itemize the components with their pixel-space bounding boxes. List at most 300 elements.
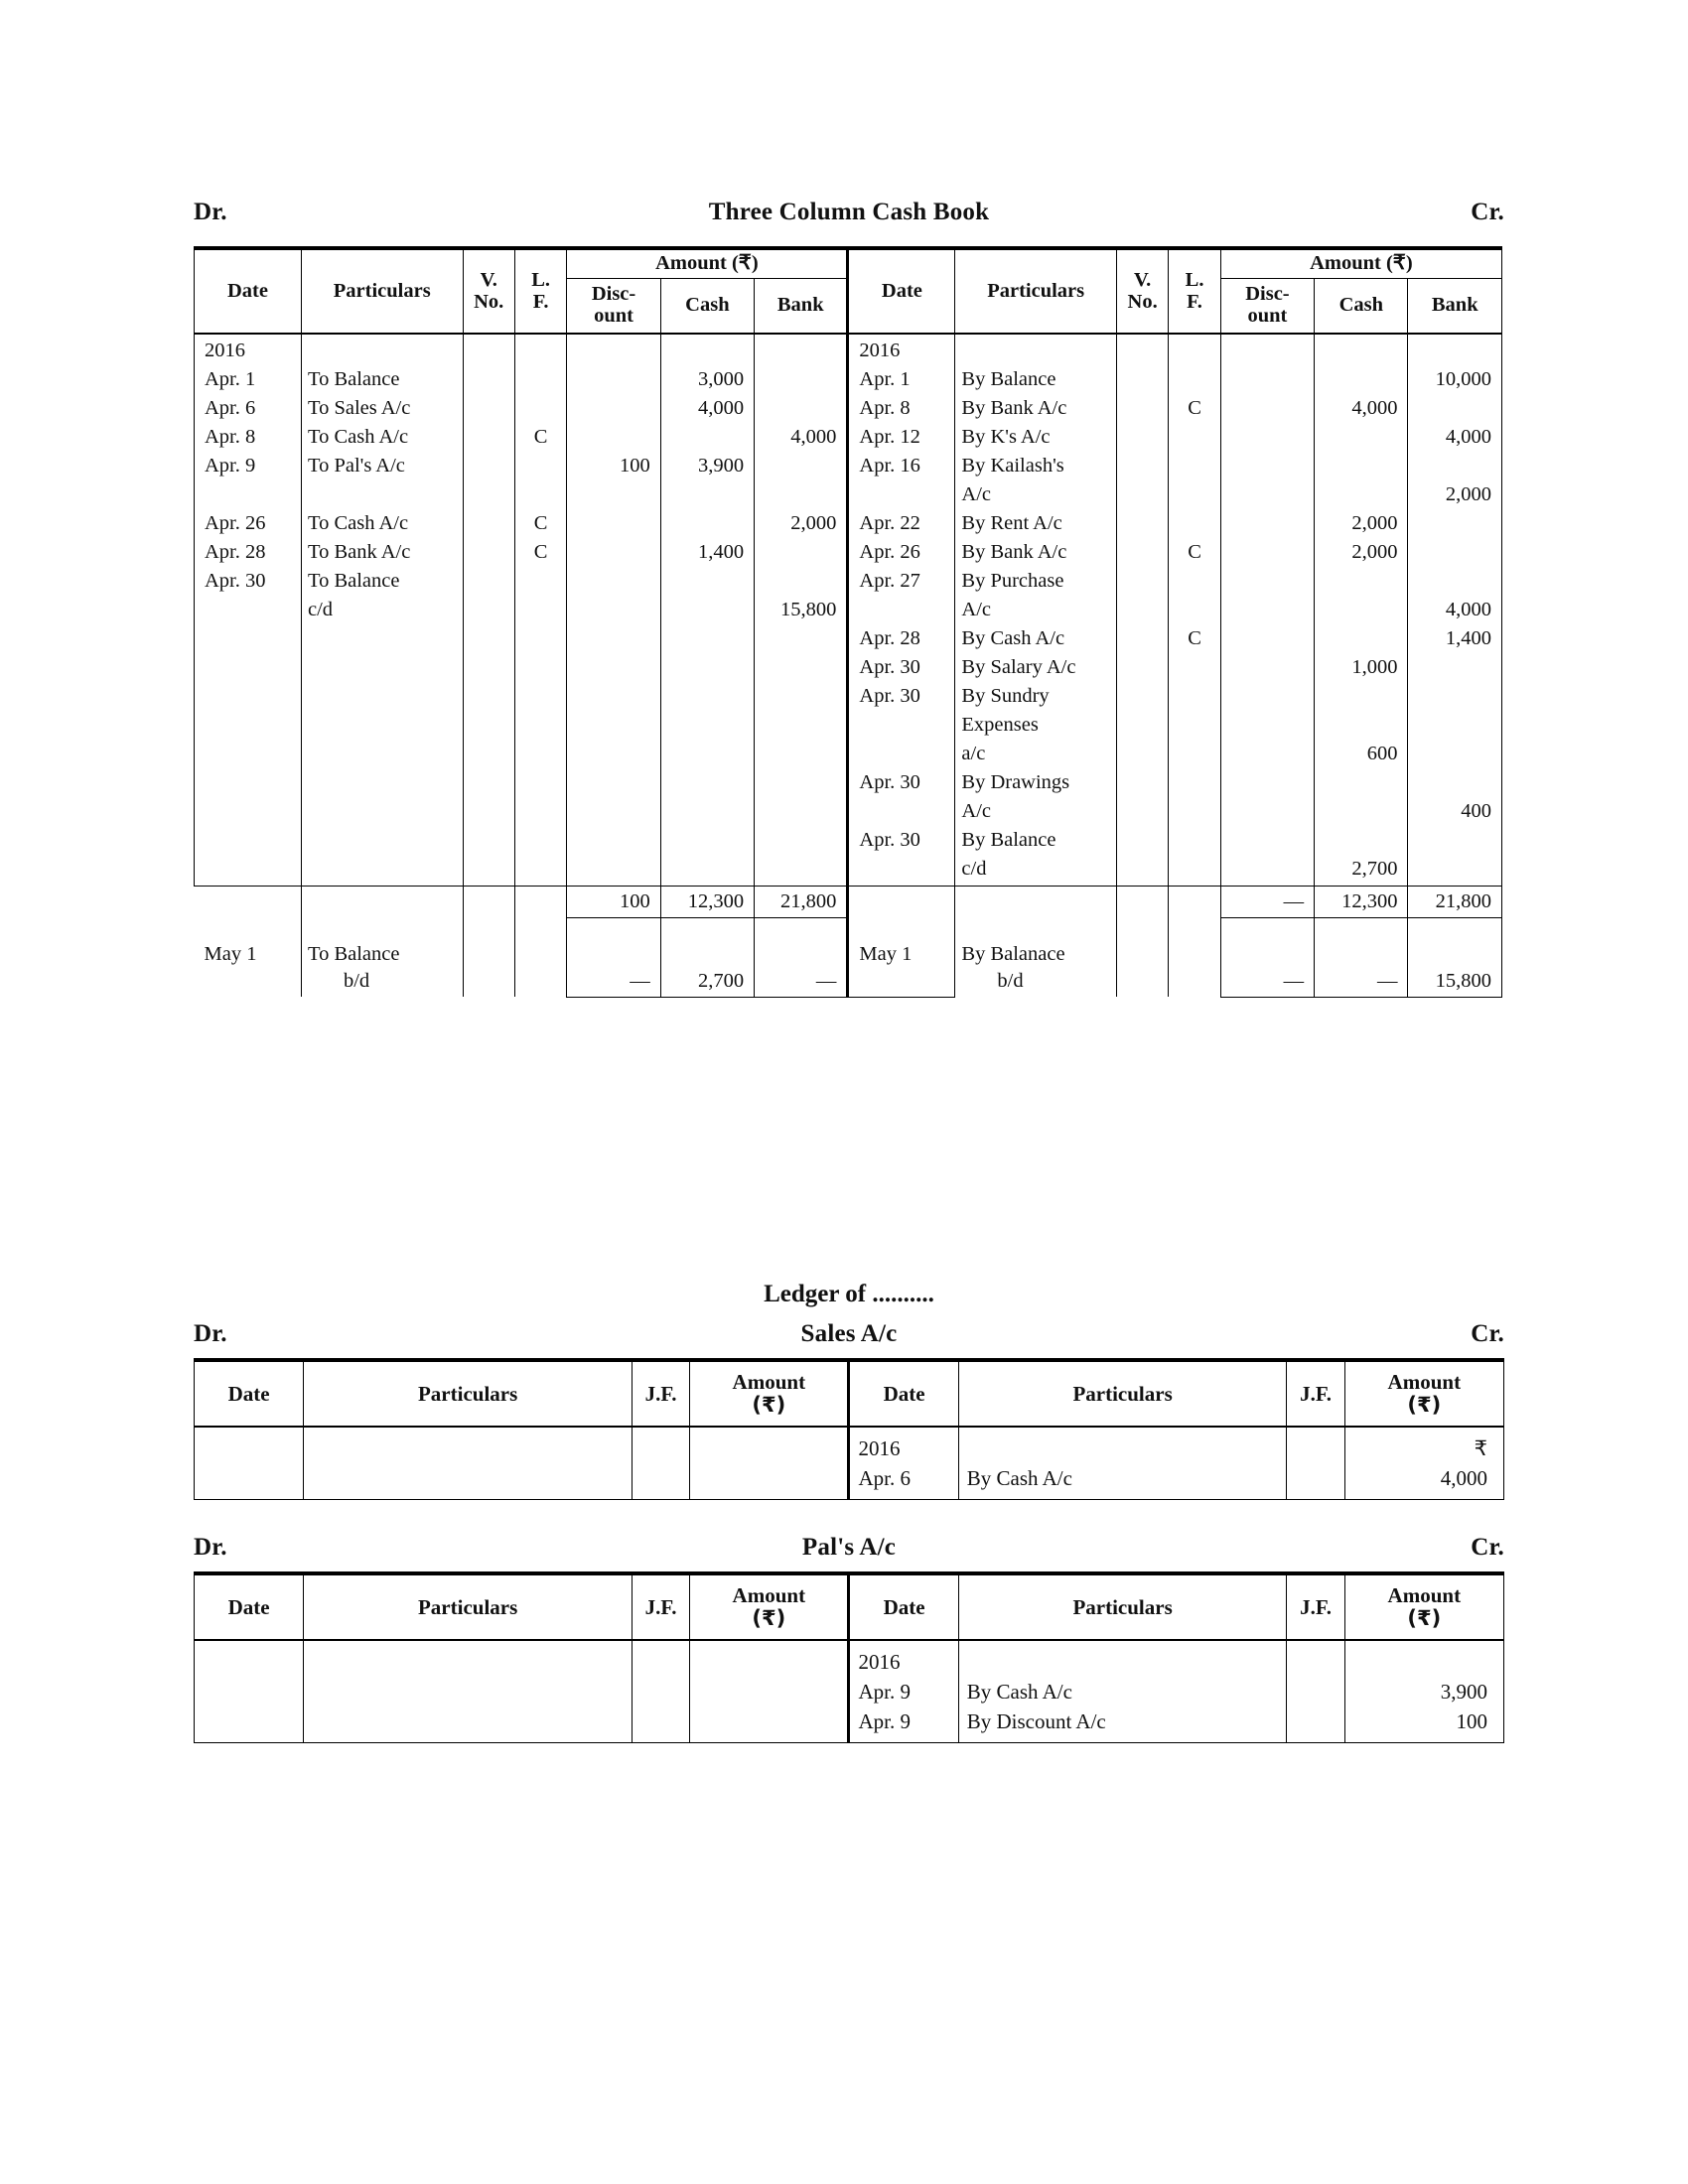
cash-book-line <box>1123 538 1162 567</box>
cash-book-line <box>1321 567 1397 596</box>
cash-book-line <box>1175 337 1213 365</box>
cash-book-line <box>1123 624 1162 653</box>
cash-book-line: Apr. 30 <box>859 656 920 679</box>
cash-book-line: 100 <box>619 455 650 478</box>
cash-book-line <box>1414 509 1491 538</box>
ledger-body <box>195 1427 1504 1500</box>
cash-book-line: To Cash A/c <box>307 426 409 449</box>
ledger-line <box>698 1647 831 1677</box>
cash-book-line <box>1123 682 1162 711</box>
th-ledger-particulars-dr: Particulars <box>304 1360 633 1427</box>
ledger-line <box>312 1647 624 1677</box>
tot-dr-cash: 12,300 <box>660 887 754 918</box>
cash-book-line <box>1227 740 1304 768</box>
th-vno-cr-l2: No. <box>1127 290 1158 313</box>
dr-discount-list <box>567 335 659 886</box>
cash-book-line <box>667 480 744 509</box>
cash-book-line <box>573 826 649 855</box>
cash-book-line <box>470 682 508 711</box>
cash-book-line <box>667 423 744 452</box>
cash-book-line: 2,000 <box>1445 483 1491 506</box>
cash-book-line <box>1227 509 1304 538</box>
cash-book-line <box>1175 855 1213 884</box>
ledger-account-heading <box>194 1320 1504 1348</box>
cash-book-line <box>761 768 836 797</box>
dr-bank-list <box>755 335 846 886</box>
cash-book-line: Apr. 30 <box>205 570 266 593</box>
dr-cash-list <box>661 335 754 886</box>
cr-particulars-col <box>955 334 1117 887</box>
th-amount-dr: Amount (₹) <box>567 248 848 278</box>
ledger-dr-particulars-content <box>304 1641 632 1712</box>
ledger-dr-date-content <box>195 1641 303 1712</box>
cash-book-line <box>308 768 457 797</box>
cash-book-line <box>1123 509 1162 538</box>
cash-book-line: To Cash A/c <box>307 512 409 535</box>
cash-book-dr-label: Dr. <box>194 199 227 225</box>
cf-dr-date: May 1 <box>195 917 302 997</box>
cr-date-list <box>849 335 954 886</box>
cash-book-line: Apr. 26 <box>205 512 266 535</box>
th-discount-dr-l2: ount <box>594 304 633 327</box>
ledger-cr-amount-content <box>1345 1428 1503 1499</box>
tot-cr-lf <box>1169 887 1220 918</box>
ledger-cr-label: Cr. <box>1471 1320 1504 1347</box>
ledger-line <box>1353 1647 1487 1677</box>
cash-book-line <box>521 653 560 682</box>
tot-cr-bank: 21,800 <box>1408 887 1502 918</box>
cash-book-line: 4,000 <box>1351 397 1398 420</box>
cash-book-line <box>761 711 836 740</box>
cash-book-line: By Drawings <box>961 771 1070 794</box>
dr-date-list <box>195 335 301 886</box>
cash-book-line: 2,000 <box>790 512 837 535</box>
th-ledger-amount-cr-l2: (₹) <box>1407 1606 1442 1631</box>
cash-book-line <box>521 768 560 797</box>
cash-book-line: Apr. 9 <box>205 455 256 478</box>
dr-particulars-list <box>302 335 463 886</box>
ledger-line <box>203 1463 295 1493</box>
cash-book-line: 4,000 <box>1445 426 1491 449</box>
th-ledger-date-dr: Date <box>195 1573 304 1640</box>
dr-bank-col <box>755 334 848 887</box>
cash-book-line <box>667 567 744 596</box>
cash-book-line <box>521 567 560 596</box>
cash-book-line <box>667 337 744 365</box>
th-ledger-amount-dr-l1: Amount <box>732 1370 806 1394</box>
cash-book-line: Apr. 30 <box>859 771 920 794</box>
cash-book-line: Apr. 26 <box>859 541 920 564</box>
cash-book-line: 3,900 <box>697 455 745 478</box>
ledger-cr-jf-content <box>1287 1428 1343 1499</box>
ledger-dr-particulars-content <box>304 1428 632 1499</box>
cash-book-line <box>521 797 560 826</box>
cash-book-line <box>573 624 649 653</box>
cash-book-line: 2016 <box>859 340 901 362</box>
cash-book-line <box>1414 768 1491 797</box>
th-lf-dr-l2: F. <box>532 290 549 313</box>
cf-cr-vno <box>1116 917 1168 997</box>
cash-book-line <box>1123 768 1162 797</box>
cash-book-line <box>1175 452 1213 480</box>
cr-lf-col <box>1169 334 1220 887</box>
cash-book-line <box>1123 480 1162 509</box>
ledger-dr-amount-content <box>690 1641 847 1712</box>
ledger-cr-date-content <box>850 1428 957 1499</box>
cash-book-line <box>1414 337 1491 365</box>
cash-book-line: 2,700 <box>1351 858 1398 881</box>
cash-book-line <box>470 711 508 740</box>
cash-book-body <box>195 334 1502 997</box>
th-ledger-amount-cr-l1: Amount <box>1387 1583 1462 1608</box>
tot-cr-cash: 12,300 <box>1315 887 1408 918</box>
cash-book-line: By Kailash's <box>961 455 1064 478</box>
cash-book-line <box>573 768 649 797</box>
cash-book-line <box>573 337 649 365</box>
dr-vno-list <box>464 335 514 886</box>
cr-vno-list <box>1117 335 1168 886</box>
ledger-line: Apr. 9 <box>858 1709 911 1734</box>
tot-cr-part <box>955 887 1117 918</box>
cash-book-line <box>761 653 836 682</box>
th-ledger-particulars-cr: Particulars <box>958 1573 1287 1640</box>
cash-book-line <box>205 480 295 509</box>
ledger-line <box>1295 1647 1336 1677</box>
ledger-line <box>698 1433 831 1463</box>
cr-date-col <box>848 334 955 887</box>
th-discount-dr <box>567 278 660 334</box>
ledger-cr-jf-content <box>1287 1641 1343 1742</box>
cash-book-line <box>205 596 295 624</box>
ledger-accounts-container <box>194 1320 1504 1743</box>
cash-book-line <box>573 394 649 423</box>
ledger-line <box>1295 1677 1336 1706</box>
ledger-cr-amount-content <box>1345 1641 1503 1742</box>
cash-book-line: By Purchase <box>961 570 1064 593</box>
th-bank-dr: Bank <box>755 278 848 334</box>
cf-cr-date: May 1 <box>848 917 955 997</box>
cash-book-line <box>1321 797 1397 826</box>
cash-book-line <box>205 653 295 682</box>
th-lf-cr <box>1169 248 1220 334</box>
ledger-line: 2016 <box>858 1650 901 1675</box>
th-ledger-amount-dr-l2: (₹) <box>752 1606 786 1631</box>
cash-book-line <box>667 509 744 538</box>
tot-cr-date <box>848 887 955 918</box>
cash-book-line <box>470 596 508 624</box>
th-discount-cr <box>1220 278 1314 334</box>
cash-book-line: C <box>1188 397 1201 420</box>
ledger-line <box>312 1463 624 1493</box>
cash-book-line <box>205 768 295 797</box>
ledger-cr-particulars <box>958 1640 1287 1743</box>
cash-book-line <box>1414 567 1491 596</box>
cf-cr-part <box>955 917 1117 997</box>
ledger-body <box>195 1640 1504 1743</box>
th-cash-cr: Cash <box>1315 278 1408 334</box>
cash-book-line <box>308 740 457 768</box>
cash-book-entries-row <box>195 334 1502 887</box>
cash-book-line <box>1321 711 1397 740</box>
cash-book-line <box>573 797 649 826</box>
cash-book-line <box>1123 596 1162 624</box>
cash-book-line <box>470 624 508 653</box>
cash-book-line: By Balance <box>961 368 1056 391</box>
cash-book-line <box>521 480 560 509</box>
th-ledger-amount-dr <box>690 1360 849 1427</box>
cash-book-line <box>859 480 948 509</box>
cash-book-line: To Bank A/c <box>307 541 411 564</box>
cash-book-line <box>1227 596 1304 624</box>
cash-book-line <box>761 538 836 567</box>
cash-book-line <box>761 567 836 596</box>
cash-book-line <box>667 653 744 682</box>
ledger-table <box>194 1358 1504 1500</box>
ledger-cr-label: Cr. <box>1471 1534 1504 1562</box>
cash-book-line <box>521 711 560 740</box>
cash-book-line: Apr. 30 <box>859 829 920 852</box>
cash-book-line: c/d <box>307 599 334 621</box>
cash-book-line <box>1123 826 1162 855</box>
cash-book-line: 15,800 <box>780 599 837 621</box>
cash-book-line <box>470 480 508 509</box>
cash-book-line <box>1123 567 1162 596</box>
cash-book-line <box>1321 768 1397 797</box>
tot-dr-vno <box>463 887 514 918</box>
cash-book-line <box>667 624 744 653</box>
th-ledger-amount-dr <box>690 1573 849 1640</box>
ledger-line: 2016 <box>858 1436 901 1461</box>
cash-book-line <box>1123 855 1162 884</box>
cash-book-line: To Pal's A/c <box>307 455 405 478</box>
ledger-cr-amount <box>1344 1427 1503 1500</box>
ledger-line <box>640 1433 681 1463</box>
cash-book-line <box>573 855 649 884</box>
cash-book-line <box>1123 711 1162 740</box>
th-vno-dr <box>463 248 514 334</box>
cash-book-title: Three Column Cash Book <box>708 199 990 225</box>
ledger-dr-amount <box>690 1427 849 1500</box>
cash-book-line <box>205 624 295 653</box>
cash-book-line <box>1175 509 1213 538</box>
cash-book-line <box>573 480 649 509</box>
cash-book-line: 1,400 <box>697 541 745 564</box>
cash-book-line <box>859 596 948 624</box>
ledger-dr-particulars <box>304 1640 633 1743</box>
cf-cr-cash: — <box>1315 917 1408 997</box>
cash-book-line: 4,000 <box>1445 599 1491 621</box>
cash-book-line <box>308 653 457 682</box>
th-ledger-particulars-dr: Particulars <box>304 1573 633 1640</box>
cash-book-line: Apr. 22 <box>859 512 920 535</box>
cash-book-line <box>1414 855 1491 884</box>
ledger-line: By Discount A/c <box>966 1709 1106 1734</box>
cash-book-line <box>1175 596 1213 624</box>
cash-book-line: By Bank A/c <box>961 541 1067 564</box>
cash-book-line <box>205 826 295 855</box>
cash-book-line <box>521 682 560 711</box>
ledger-line <box>1295 1433 1336 1463</box>
ledger-line <box>1295 1463 1336 1493</box>
cash-book-line: 1,400 <box>1445 627 1491 650</box>
cf-dr-vno <box>463 917 514 997</box>
cash-book-line <box>859 740 948 768</box>
dr-lf-col <box>514 334 566 887</box>
cash-book-line <box>1123 740 1162 768</box>
cash-book-line <box>573 509 649 538</box>
cash-book-line <box>1123 423 1162 452</box>
cash-book-line <box>470 538 508 567</box>
th-vno-dr-l2: No. <box>474 290 504 313</box>
cash-book-line <box>470 797 508 826</box>
ledger-header <box>195 1573 1504 1640</box>
cash-book-line <box>1321 624 1397 653</box>
cash-book-line <box>521 394 560 423</box>
ledger-line: 3,900 <box>1440 1680 1487 1705</box>
cash-book-line <box>1321 365 1397 394</box>
cash-book-line <box>1175 365 1213 394</box>
cash-book-line: By Rent A/c <box>961 512 1062 535</box>
cash-book-line <box>470 768 508 797</box>
cash-book-line: 1,000 <box>1351 656 1398 679</box>
cash-book-line: C <box>1188 627 1201 650</box>
cash-book-line <box>1175 826 1213 855</box>
cash-book-line <box>205 740 295 768</box>
cash-book-line <box>470 653 508 682</box>
cash-book-line <box>1414 740 1491 768</box>
ledger-cr-amount <box>1344 1640 1503 1743</box>
ledger-dr-date-content <box>195 1428 303 1499</box>
ledger-row <box>195 1640 1504 1743</box>
cash-book-line <box>1123 797 1162 826</box>
cr-cash-list <box>1315 335 1407 886</box>
cash-book-line <box>573 711 649 740</box>
cash-book-line <box>308 480 457 509</box>
ledger-line: Apr. 9 <box>858 1680 911 1705</box>
cash-book-line <box>1414 538 1491 567</box>
cash-book-line <box>470 855 508 884</box>
ledger-line <box>203 1433 295 1463</box>
cash-book-line <box>761 855 836 884</box>
ledger-cr-particulars <box>958 1427 1287 1500</box>
cash-book-line: Apr. 28 <box>859 627 920 650</box>
cash-book-line <box>1227 365 1304 394</box>
cash-book-line: By Cash A/c <box>961 627 1065 650</box>
th-particulars-cr: Particulars <box>955 248 1117 334</box>
cash-book-line <box>521 452 560 480</box>
cash-book-line <box>470 394 508 423</box>
th-ledger-particulars-cr: Particulars <box>958 1360 1287 1427</box>
ledger-cr-particulars-content <box>959 1428 1287 1499</box>
cash-book-line: A/c <box>961 483 992 506</box>
cash-book-line <box>470 826 508 855</box>
cash-book-line <box>1321 596 1397 624</box>
th-amount-cr: Amount (₹) <box>1220 248 1501 278</box>
ledger-cr-jf <box>1287 1640 1344 1743</box>
ledger-line <box>203 1647 295 1677</box>
cash-book-line <box>1414 826 1491 855</box>
dr-lf-list <box>515 335 566 886</box>
ledger-heading: Ledger of .......... <box>764 1281 934 1307</box>
cash-book-line: Apr. 1 <box>859 368 911 391</box>
th-ledger-date-cr: Date <box>849 1360 958 1427</box>
th-ledger-date-cr: Date <box>849 1573 958 1640</box>
cash-book-line <box>573 365 649 394</box>
th-vno-cr <box>1116 248 1168 334</box>
cash-book-line <box>205 855 295 884</box>
cash-book-cr-label: Cr. <box>1471 199 1504 225</box>
cash-book-line <box>470 567 508 596</box>
cash-book-line: C <box>533 541 548 564</box>
ledger-header <box>195 1360 1504 1427</box>
cash-book-line <box>1321 480 1397 509</box>
cash-book-line <box>1175 682 1213 711</box>
ledger-cr-date <box>849 1640 958 1743</box>
cash-book-line <box>205 797 295 826</box>
cash-book-line <box>308 337 457 365</box>
dr-cash-col <box>660 334 754 887</box>
ledger-dr-particulars <box>304 1427 633 1500</box>
cash-book-line: By Bank A/c <box>961 397 1067 420</box>
th-cash-dr: Cash <box>660 278 754 334</box>
ledger-dr-jf-content <box>633 1641 689 1712</box>
cash-book-line <box>573 596 649 624</box>
cash-book-line: c/d <box>961 858 987 881</box>
cash-book-line <box>1321 337 1397 365</box>
cash-book-line <box>1321 452 1397 480</box>
cash-book-line <box>470 423 508 452</box>
cash-book-line <box>1175 653 1213 682</box>
th-ledger-jf-cr: J.F. <box>1287 1573 1344 1640</box>
cash-book-line <box>1227 423 1304 452</box>
ledger-line <box>640 1647 681 1677</box>
cash-book-line: 2,000 <box>1351 541 1398 564</box>
ledger-dr-amount <box>690 1640 849 1743</box>
th-lf-cr-l2: F. <box>1187 290 1202 313</box>
th-bank-cr: Bank <box>1408 278 1502 334</box>
cf-dr-bank: — <box>755 917 848 997</box>
cash-book-line: 3,000 <box>697 368 745 391</box>
cash-book-line <box>1227 394 1304 423</box>
ledger-line: By Cash A/c <box>966 1466 1072 1491</box>
cash-book-line <box>1227 452 1304 480</box>
cf-cr-lf <box>1169 917 1220 997</box>
ledger-line <box>698 1677 831 1706</box>
cash-book-line <box>1321 826 1397 855</box>
cash-book-line: To Sales A/c <box>307 397 411 420</box>
ledger-cr-date-content <box>850 1641 957 1742</box>
tot-cr-discount: — <box>1220 887 1314 918</box>
cash-book-line: 400 <box>1461 800 1491 823</box>
cr-discount-list <box>1221 335 1314 886</box>
ledger-line <box>203 1677 295 1706</box>
cash-book-line <box>1227 624 1304 653</box>
th-lf-dr-l1: L. <box>531 268 551 291</box>
dr-discount-col <box>567 334 660 887</box>
cash-book-line: 2,000 <box>1351 512 1398 535</box>
ledger-row <box>195 1427 1504 1500</box>
cash-book-line <box>1175 768 1213 797</box>
th-ledger-jf-dr: J.F. <box>633 1573 690 1640</box>
cash-book-line <box>1123 653 1162 682</box>
cash-book-line <box>573 740 649 768</box>
ledger-line: 4,000 <box>1440 1466 1487 1491</box>
th-lf-cr-l1: L. <box>1185 268 1204 291</box>
ledger-cr-particulars-content <box>959 1641 1287 1742</box>
cash-book-line: Apr. 28 <box>205 541 266 564</box>
cf-dr-discount: — <box>567 917 660 997</box>
cash-book-line: C <box>1188 541 1201 564</box>
